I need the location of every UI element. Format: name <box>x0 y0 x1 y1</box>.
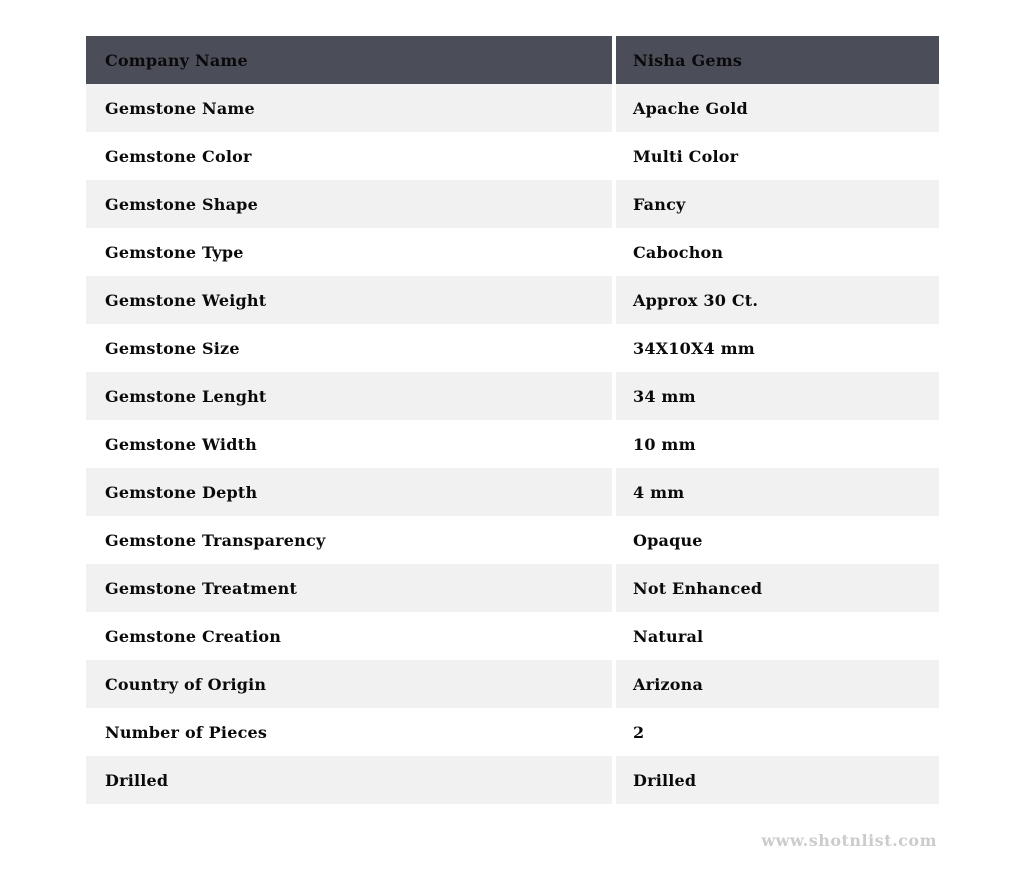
header-label-cell: Company Name <box>86 36 612 84</box>
spec-label: Gemstone Name <box>86 84 612 132</box>
spec-value: Arizona <box>616 660 939 708</box>
spec-label: Gemstone Creation <box>86 612 612 660</box>
gemstone-spec-table <box>86 36 939 804</box>
spec-label: Gemstone Shape <box>86 180 612 228</box>
spec-value: Approx 30 Ct. <box>616 276 939 324</box>
spec-label: Gemstone Weight <box>86 276 612 324</box>
spec-value: Apache Gold <box>616 84 939 132</box>
spec-value: Opaque <box>616 516 939 564</box>
spec-label: Gemstone Treatment <box>86 564 612 612</box>
spec-value: Drilled <box>616 756 939 804</box>
table-row <box>86 612 939 660</box>
table-row <box>86 180 939 228</box>
spec-label: Drilled <box>86 756 612 804</box>
spec-label: Gemstone Depth <box>86 468 612 516</box>
watermark: www.shotnlist.com <box>761 831 937 850</box>
spec-label: Number of Pieces <box>86 708 612 756</box>
spec-value: Natural <box>616 612 939 660</box>
spec-label: Gemstone Transparency <box>86 516 612 564</box>
spec-value: Cabochon <box>616 228 939 276</box>
spec-value: 2 <box>616 708 939 756</box>
table-row <box>86 228 939 276</box>
table-row <box>86 756 939 804</box>
spec-label: Gemstone Size <box>86 324 612 372</box>
table-row <box>86 276 939 324</box>
table-row <box>86 420 939 468</box>
table-row <box>86 372 939 420</box>
spec-value: Multi Color <box>616 132 939 180</box>
table-row <box>86 132 939 180</box>
spec-label: Gemstone Color <box>86 132 612 180</box>
spec-value: Not Enhanced <box>616 564 939 612</box>
spec-label: Gemstone Type <box>86 228 612 276</box>
table-row <box>86 324 939 372</box>
table-row <box>86 84 939 132</box>
table-row <box>86 660 939 708</box>
spec-label: Gemstone Lenght <box>86 372 612 420</box>
table-row <box>86 516 939 564</box>
spec-value: 10 mm <box>616 420 939 468</box>
table-header-row <box>86 36 939 84</box>
table-row <box>86 564 939 612</box>
spec-value: 34X10X4 mm <box>616 324 939 372</box>
spec-label: Gemstone Width <box>86 420 612 468</box>
table-row <box>86 468 939 516</box>
header-value-cell: Nisha Gems <box>616 36 939 84</box>
spec-label: Country of Origin <box>86 660 612 708</box>
spec-value: 4 mm <box>616 468 939 516</box>
spec-value: 34 mm <box>616 372 939 420</box>
table-row <box>86 708 939 756</box>
spec-value: Fancy <box>616 180 939 228</box>
table-body <box>86 84 939 804</box>
